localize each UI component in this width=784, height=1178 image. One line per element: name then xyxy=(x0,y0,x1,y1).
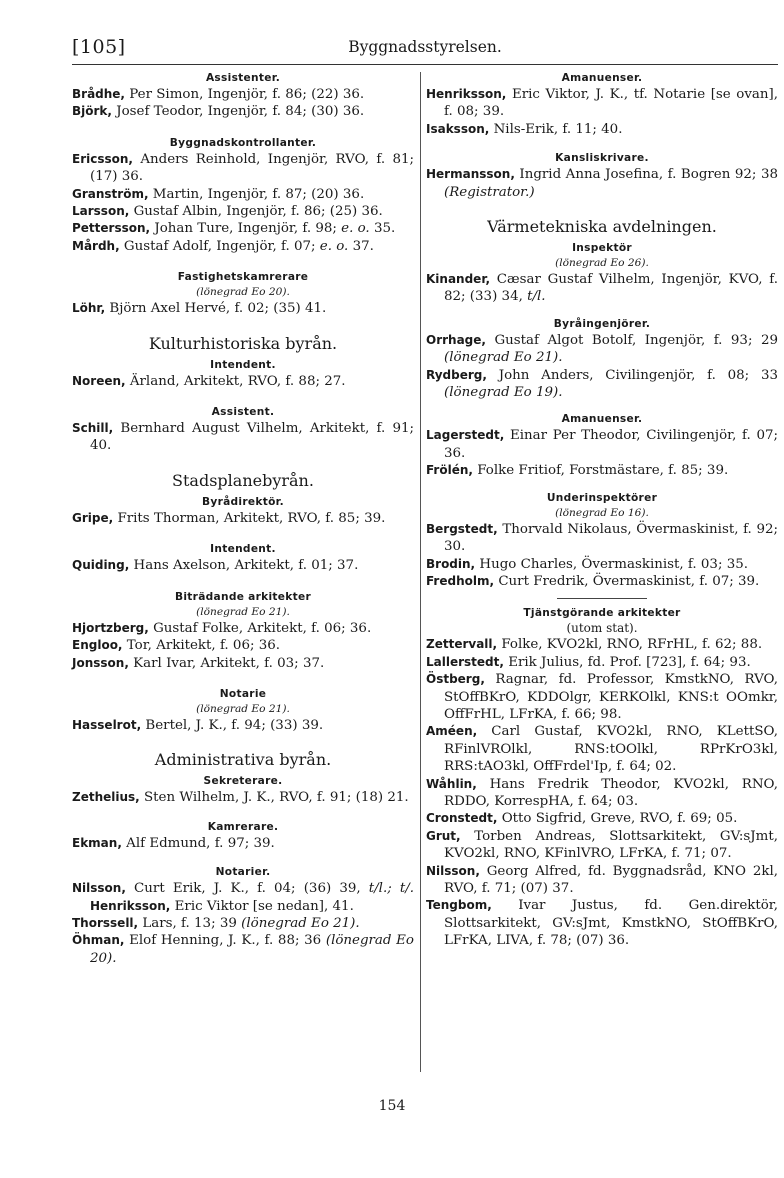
entry-text: 35. xyxy=(373,221,396,237)
entry-schill xyxy=(72,420,414,455)
entry-text: Anders Reinhold, Ingenjör, RVO, f. 81; (17) 36. xyxy=(90,151,414,185)
entry-note: t/l.; t/. xyxy=(368,881,414,897)
entry-name: Lagerstedt, xyxy=(426,428,505,443)
entry-text: Eric Viktor, J. K., tf. Notarie [se ovan], f. 08; 39. xyxy=(444,87,778,120)
section-rule xyxy=(557,598,647,599)
entry-text: Ingrid Anna Josefina, f. Bogren 92; 38 xyxy=(519,167,778,183)
header-rule xyxy=(72,64,778,65)
entry-text: Johan Ture, Ingenjör, f. 98; xyxy=(154,221,337,237)
entry-bjork xyxy=(72,103,414,120)
section-heading: Notarie xyxy=(219,687,267,700)
entry-name: Quiding, xyxy=(72,558,130,573)
entry-text: Gustaf Folke, Arkitekt, f. 06; 36. xyxy=(153,620,372,636)
entry-bergstedt xyxy=(426,521,778,556)
entry-text: Folke, KVO2kl, RNO, RFrHL, f. 62; 88. xyxy=(501,637,763,653)
entry-thorssell xyxy=(72,915,414,932)
entry-grut xyxy=(426,828,778,863)
entry-noreen xyxy=(72,373,414,390)
section-heading: Byråingenjörer. xyxy=(553,317,651,330)
entry-name: Larsson, xyxy=(72,204,130,219)
running-title: Byggnadsstyrelsen. xyxy=(348,38,502,56)
entry-note: (lönegrad Eo 21). xyxy=(241,915,360,931)
entry-ericsson xyxy=(72,151,414,186)
entry-name: Isaksson, xyxy=(426,121,490,136)
entry-text: Ivar Justus, fd. Gen.direktör, Slottsarkitekt, GV:sJmt, KmstkNO, StOffBKrO, LFrKA, LIVA, f. 78; (07) 36. xyxy=(444,898,778,949)
section-heading: Amanuenser. xyxy=(561,413,643,426)
section-subheading: (utom stat). xyxy=(566,621,638,636)
footer-page-number: 154 xyxy=(378,1098,406,1114)
section-heading: Tjänstgörande arkitekter xyxy=(523,607,681,620)
entry-name: Zettervall, xyxy=(426,637,498,652)
section-subheading: (lönegrad Eo 16). xyxy=(555,506,649,519)
section-heading: Kansliskrivare. xyxy=(555,152,649,165)
entry-name: Orrhage, xyxy=(426,332,486,347)
entry-note: t/l. xyxy=(527,289,546,305)
entry-ekman xyxy=(72,835,414,852)
entry-name: Brodin, xyxy=(426,556,476,571)
entry-name: Henriksson, xyxy=(90,898,171,913)
entry-text: Elof Henning, J. K., f. 88; 36 xyxy=(129,933,322,949)
entry-name: Gripe, xyxy=(72,510,114,525)
section-heading: Inspektör xyxy=(572,242,632,255)
section-heading: Intendent. xyxy=(210,543,276,556)
entry-name: Ericsson, xyxy=(72,151,133,166)
entry-frolen xyxy=(426,462,778,479)
entry-lohr xyxy=(72,300,414,317)
entry-note: (lönegrad Eo 20). xyxy=(90,933,414,966)
entry-text: Eric Viktor [se nedan], 41. xyxy=(174,898,354,914)
entry-note: e. o. xyxy=(319,238,349,254)
entry-pettersson xyxy=(72,220,414,237)
department-heading: Kulturhistoriska byrån. xyxy=(148,333,338,353)
section-subheading: (lönegrad Eo 21). xyxy=(196,702,290,715)
entry-name: Mårdh, xyxy=(72,238,120,253)
entry-name: Bergstedt, xyxy=(426,521,498,536)
entry-name: Öhman, xyxy=(72,933,125,948)
entry-name: Tengbom, xyxy=(426,898,492,913)
left-column xyxy=(72,70,414,967)
page-header xyxy=(72,36,778,62)
entry-rydberg xyxy=(426,367,778,402)
entry-zettervall xyxy=(426,636,778,653)
entry-text: Curt Fredrik, Övermaskinist, f. 07; 39. xyxy=(498,573,760,589)
entry-hasselrot xyxy=(72,717,414,734)
entry-text: Folke Fritiof, Forstmästare, f. 85; 39. xyxy=(477,463,729,479)
entry-lallerstedt xyxy=(426,654,778,671)
entry-orrhage xyxy=(426,332,778,367)
entry-text: Torben Andreas, Slottsarkitekt, GV:sJmt, KVO2kl, RNO, KFinlVRO, LFrKA, f. 71; 07. xyxy=(444,828,778,862)
entry-name: Rydberg, xyxy=(426,367,487,382)
entry-name: Nilsson, xyxy=(72,881,126,896)
entry-name: Granström, xyxy=(72,186,149,201)
entry-text: Otto Sigfrid, Greve, RVO, f. 69; 05. xyxy=(501,811,738,827)
column-divider xyxy=(420,72,421,1072)
entry-text: Gustaf Adolf, Ingenjör, f. 07; xyxy=(123,238,316,254)
entry-text: Hugo Charles, Övermaskinist, f. 03; 35. xyxy=(479,556,749,572)
entry-name: Ekman, xyxy=(72,835,122,850)
entry-text: Sten Wilhelm, J. K., RVO, f. 91; (18) 21. xyxy=(144,790,409,806)
entry-name: Pettersson, xyxy=(72,221,151,236)
right-column xyxy=(426,70,778,950)
section-heading: Kamrerare. xyxy=(207,820,279,833)
entry-text: 37. xyxy=(352,238,374,254)
entry-text: Bertel, J. K., f. 94; (33) 39. xyxy=(145,717,324,733)
entry-larsson xyxy=(72,203,414,220)
section-heading: Amanuenser. xyxy=(561,72,643,84)
entry-text: Björn Axel Hervé, f. 02; (35) 41. xyxy=(109,301,327,317)
entry-text: Karl Ivar, Arkitekt, f. 03; 37. xyxy=(133,655,325,671)
entry-ameen xyxy=(426,723,778,775)
entry-bradhe xyxy=(72,86,414,103)
entry-text: Gustaf Albin, Ingenjör, f. 86; (25) 36. xyxy=(133,204,383,220)
entry-name: Löhr, xyxy=(72,301,106,316)
entry-text: John Anders, Civilingenjör, f. 08; 33 xyxy=(498,367,778,383)
entry-name: Björk, xyxy=(72,104,112,119)
entry-note: (lönegrad Eo 21). xyxy=(444,350,563,366)
entry-name: Thorssell, xyxy=(72,915,139,930)
entry-name: Hasselrot, xyxy=(72,717,142,732)
entry-text: Josef Teodor, Ingenjör, f. 84; (30) 36. xyxy=(116,104,365,120)
entry-name: Brådhe, xyxy=(72,87,125,101)
section-heading: Fastighetskamrerare xyxy=(177,271,309,284)
entry-name: Hermansson, xyxy=(426,167,515,182)
entry-name: Jonsson, xyxy=(72,655,129,670)
section-subheading: (lönegrad Eo 21). xyxy=(196,605,290,618)
department-heading: Administrativa byrån. xyxy=(154,750,332,770)
entry-note: (lönegrad Eo 19). xyxy=(444,385,563,401)
department-heading: Stadsplanebyrån. xyxy=(172,470,314,490)
entry-name: Fredholm, xyxy=(426,573,495,588)
entry-text: Nils-Erik, f. 11; 40. xyxy=(493,121,623,137)
entry-text: Hans Fredrik Theodor, KVO2kl, RNO, RDDO, KorrespHA, f. 64; 03. xyxy=(444,776,778,809)
entry-name: Cronstedt, xyxy=(426,811,498,826)
entry-text: Alf Edmund, f. 97; 39. xyxy=(126,835,275,851)
entry-text: Curt Erik, J. K., f. 04; (36) 39, xyxy=(134,881,361,897)
entry-name: Kinander, xyxy=(426,272,491,287)
entry-note: (Registrator.) xyxy=(444,184,535,200)
section-heading: Assistenter. xyxy=(205,72,281,84)
entry-text: Bernhard August Vilhelm, Arkitekt, f. 91; 40. xyxy=(90,421,414,454)
entry-name: Hjortzberg, xyxy=(72,620,149,635)
entry-zethelius xyxy=(72,789,414,806)
entry-nilsson xyxy=(72,880,414,915)
entry-brodin xyxy=(426,556,778,573)
entry-mardh xyxy=(72,238,414,255)
entry-name: Schill, xyxy=(72,421,114,436)
entry-ohman xyxy=(72,932,414,967)
entry-text: Thorvald Nikolaus, Övermaskinist, f. 92; 30. xyxy=(444,521,778,555)
section-heading: Assistent. xyxy=(211,406,275,419)
entry-note: e. o. xyxy=(341,221,370,237)
entry-name: Wåhlin, xyxy=(426,776,477,791)
entry-kinander xyxy=(426,271,778,306)
entry-cronstedt xyxy=(426,810,778,827)
entry-text: Hans Axelson, Arkitekt, f. 01; 37. xyxy=(133,558,359,574)
entry-hjortzberg xyxy=(72,620,414,637)
entry-name: Nilsson, xyxy=(426,863,480,878)
entry-text: Ragnar, fd. Professor, KmstkNO, RVO, StOffBKrO, KDDOlgr, KERKOlkl, KNS:t OOmkr, OffFrHL, LFrKA, f. 66; 98. xyxy=(444,672,778,722)
entry-lagerstedt xyxy=(426,427,778,462)
entry-henriksson xyxy=(426,86,778,121)
entry-text: Lars, f. 13; 39 xyxy=(142,915,237,931)
entry-name: Zethelius, xyxy=(72,790,140,805)
entry-granstrom xyxy=(72,186,414,203)
section-heading: Byrådirektör. xyxy=(201,495,284,508)
page-number: [105] xyxy=(72,36,126,58)
entry-isaksson xyxy=(426,121,778,138)
entry-text: Martin, Ingenjör, f. 87; (20) 36. xyxy=(152,186,365,202)
entry-text: Carl Gustaf, KVO2kl, RNO, KLettSO, RFinlVROlkl, RNS:tOOlkl, RPrKrO3kl, RRS:tAO3kl, OffFrdel'Ip, f. 64; 02. xyxy=(444,724,778,775)
entry-text: Erik Julius, fd. Prof. [723], f. 64; 93. xyxy=(508,654,751,670)
section-subheading: (lönegrad Eo 20). xyxy=(196,286,290,299)
entry-ostberg xyxy=(426,671,778,723)
entry-name: Améen, xyxy=(426,724,478,739)
entry-text: Gustaf Algot Botolf, Ingenjör, f. 93; 29 xyxy=(494,332,778,348)
entry-tengbom xyxy=(426,897,778,949)
section-heading: Underinspektörer xyxy=(546,491,658,504)
entry-hermansson xyxy=(426,166,778,201)
entry-name: Engloo, xyxy=(72,638,123,653)
entry-name: Lallerstedt, xyxy=(426,654,504,669)
entry-name: Frölén, xyxy=(426,463,473,478)
entry-text: Frits Thorman, Arkitekt, RVO, f. 85; 39. xyxy=(117,510,386,526)
entry-gripe xyxy=(72,510,414,527)
entry-name: Östberg, xyxy=(426,672,485,687)
entry-text: Per Simon, Ingenjör, f. 86; (22) 36. xyxy=(129,87,365,102)
entry-name: Henriksson, xyxy=(426,87,507,101)
section-heading: Intendent. xyxy=(210,358,276,371)
entry-name: Grut, xyxy=(426,828,461,843)
entry-fredholm xyxy=(426,573,778,590)
entry-nilsson-georg xyxy=(426,863,778,898)
section-subheading: (lönegrad Eo 26). xyxy=(555,257,649,270)
entry-engloo xyxy=(72,637,414,654)
entry-text: Tor, Arkitekt, f. 06; 36. xyxy=(126,638,281,654)
section-heading: Biträdande arkitekter xyxy=(175,590,311,603)
entry-wahlin xyxy=(426,776,778,811)
section-heading: Byggnadskontrollanter. xyxy=(169,136,317,149)
entry-jonsson xyxy=(72,655,414,672)
entry-text: Einar Per Theodor, Civilingenjör, f. 07; 36. xyxy=(444,428,778,461)
entry-text: Georg Alfred, fd. Byggnadsråd, KNO 2kl, RVO, f. 71; (07) 37. xyxy=(444,863,778,896)
entry-name: Noreen, xyxy=(72,373,126,388)
section-heading: Sekreterare. xyxy=(203,775,283,788)
entry-quiding xyxy=(72,557,414,574)
entry-text: Ärland, Arkitekt, RVO, f. 88; 27. xyxy=(129,373,346,389)
section-heading: Notarier. xyxy=(215,866,271,879)
department-heading: Värmetekniska avdelningen. xyxy=(487,217,717,237)
entry-text: Cæsar Gustaf Vilhelm, Ingenjör, KVO, f. 82; (33) 34, xyxy=(444,272,778,305)
